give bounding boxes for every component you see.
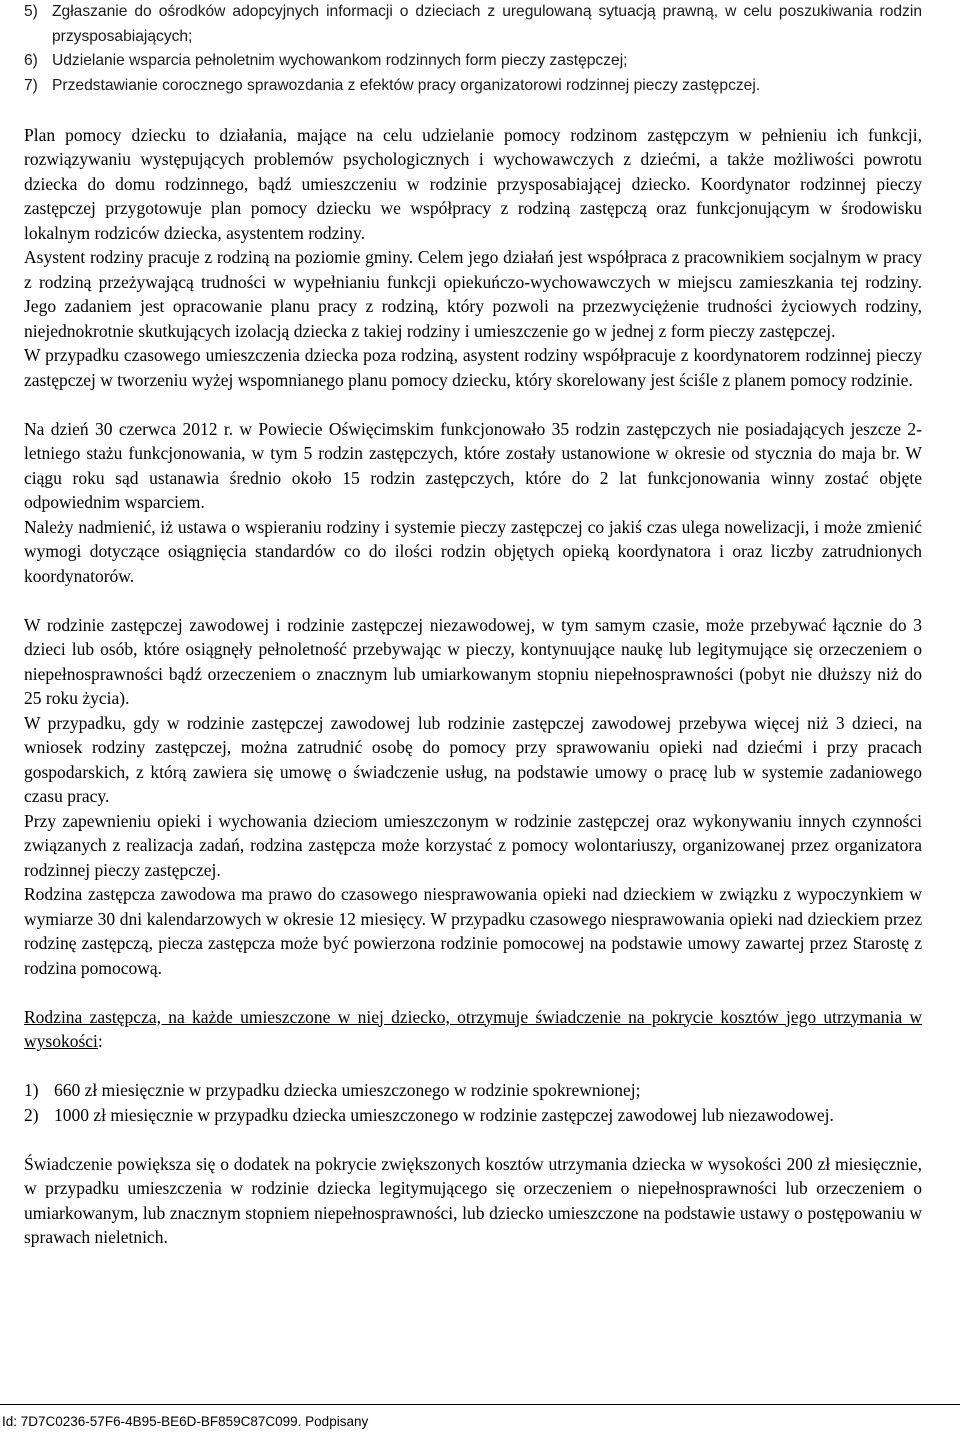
paragraph-wolontariusze: Przy zapewnieniu opieki i wychowania dzieciom umieszczonym w rodzinie zastępczej oraz wykonywaniu innych czynności związanych z realizacja zadań, rodzina zastępcza może korzystać z pomocy wolontariuszy, organizowanej przez organizatora rodzinnej pieczy zastępczej. — [24, 810, 922, 880]
list-item — [24, 1078, 922, 1103]
document-page — [24, 0, 922, 1250]
paragraph-plan-pomocy: Plan pomocy dziecku to działania, mające na celu udzielanie pomocy rodzinom zastępczym w pełnieniu ich funkcji, rozwiązywaniu występujących problemów psychologicznych i wychowawczych z dziećmi, a także możliwości powrotu dziecka do domu rodzinnego, bądź umieszczeniu w rodzinie przysposabiającej dziecko. Koordynator rodzinnej pieczy zastępczej przygotowuje plan pomocy dziecku we współpracy z rodziną zastępczą oraz funkcjonującym w środowisku lokalnym rodziców dziecka, asystentem rodziny. — [24, 124, 922, 243]
paragraph-dodatek: Świadczenie powiększa się o dodatek na pokrycie zwiększonych kosztów utrzymania dziecka w wysokości 200 zł miesięcznie, w przypadku umieszczenia w rodzinie dziecka legitymującego się orzeczeniem o niepełnosprawności lub orzeczeniem o umiarkowanym, lub znacznym stopniem niepełnosprawności, lub dziecko umieszczone na podstawie ustawy o postępowaniu w sprawach nieletnich. — [24, 1153, 922, 1247]
paragraph-asystent-rodziny: Asystent rodziny pracuje z rodziną na poziomie gminy. Celem jego działań jest współpraca z pracownikiem socjalnym w pracy z rodziną przeżywającą trudności w wypełnianiu funkcji opiekuńczo-wychowawczych w miejscu zamieszkania tej rodziny. Jego zadaniem jest opracowanie planu pracy z rodziną, który pozwoli na przezwyciężenie trudności życiowych rodziny, niejednokrotnie skutkujących izolacją dziecka z takiej rodziny i umieszczenie go w jednej z form pieczy zastępczej. — [24, 247, 922, 341]
list-item-text: Zgłaszanie do ośrodków adopcyjnych informacji o dzieciach z uregulowaną sytuacją prawną, w celu poszukiwania rodzin przysposabiających; — [52, 3, 922, 45]
list-item-text: Udzielanie wsparcia pełnoletnim wychowankom rodzinnych form pieczy zastępczej; — [52, 52, 628, 69]
list-item-number: 2) — [24, 1104, 39, 1125]
list-item — [24, 49, 922, 74]
list-item-text: Przedstawianie corocznego sprawozdania z efektów pracy organizatorowi rodzinnej pieczy zastępczej. — [52, 76, 761, 94]
list-item — [24, 74, 922, 99]
paragraph-nowelizacja: Należy nadmienić, iż ustawa o wspieraniu rodziny i systemie pieczy zastępczej co jakiś czas ulega nowelizacji, i może zmienić wymogi dotyczące osiągnięcia standardów co do ilości rodzin objętych opieką koordynatora i oraz liczby zatrudnionych koordynatorów. — [24, 516, 922, 586]
paragraph-liczba-dzieci: W rodzinie zastępczej zawodowej i rodzinie zastępczej niezawodowej, w tym samym czasie, może przebywać łącznie do 3 dzieci lub osób, które osiągnęły pełnoletność przebywając w pieczy, kontynuujące naukę lub legitymujące się orzeczeniem o niepełnosprawności bądź orzeczeniem o znacznym lub umiarkowanym stopniu niepełnosprawności (pobyt nie dłuższy niż do 25 roku życia). — [24, 614, 922, 708]
document-id-footer: Id: 7D7C0236-57F6-4B95-BE6D-BF859C87C099. Podpisany — [2, 1414, 369, 1429]
task-list — [24, 0, 922, 98]
list-item-number: 5) — [24, 3, 38, 20]
paragraph-stan-rodzin: Na dzień 30 czerwca 2012 r. w Powiecie Oświęcimskim funkcjonowało 35 rodzin zastępczych nie posiadających jeszcze 2-letniego stażu funkcjonowania, w tym 5 rodzin zastępczych, które zostały ustanowione w okresie od stycznia do maja br. W ciągu roku sąd ustanawia średnio około 15 rodzin zastępczych, które do 2 lat funkcjonowania winny zostać objęte odpowiednim wsparciem. — [24, 418, 922, 512]
list-item-number: 6) — [24, 52, 38, 69]
list-item-number: 7) — [24, 76, 38, 94]
paragraph-osoba-do-pomocy: W przypadku, gdy w rodzinie zastępczej zawodowej lub rodzinie zastępczej zawodowej przebywa więcej niż 3 dzieci, na wniosek rodziny zastępczej, można zatrudnić osobę do pomocy przy sprawowaniu opieki nad dziećmi i przy pracach gospodarskich, z którą zawiera się umowę o świadczenie usług, na podstawie umowy o pracę lub w systemie zadaniowego czasu pracy. — [24, 712, 922, 806]
list-item — [24, 1103, 922, 1128]
footer-divider — [0, 1404, 960, 1405]
paragraph-swiadczenie-heading — [24, 1005, 922, 1054]
benefit-list — [24, 1078, 922, 1127]
paragraph-czasowe-umieszczenie: W przypadku czasowego umieszczenia dziecka poza rodziną, asystent rodziny współpracuje z koordynatorem rodzinnej pieczy zastępczej w tworzeniu wyżej wspomnianego planu pomocy dziecku, który skorelowany jest ściśle z planem pomocy rodzinie. — [24, 345, 922, 390]
list-item-text: 1000 zł miesięcznie w przypadku dziecka umieszczonego w rodzinie zastępczej zawodowej lub niezawodowej. — [54, 1104, 834, 1125]
list-item-text: 660 zł miesięcznie w przypadku dziecka umieszczonego w rodzinie spokrewnionej; — [54, 1080, 641, 1100]
spacer — [24, 588, 922, 613]
list-item-number: 1) — [24, 1080, 39, 1100]
paragraph-rodzina-pomocowa: Rodzina zastępcza zawodowa ma prawo do czasowego niesprawowania opieki nad dzieckiem w związku z wypoczynkiem w wymiarze 30 dni kalendarzowych w okresie 12 miesięcy. W przypadku czasowego niesprawowania opieki nad dzieckiem przez rodzinę zastępczą, piecza zastępcza może być powierzona rodzinie pomocowej na podstawie umowy zawartej przez Starostę z rodzina pomocową. — [24, 884, 922, 978]
spacer — [24, 980, 922, 1005]
spacer — [24, 392, 922, 417]
spacer — [24, 1127, 922, 1152]
underlined-text: Rodzina zastępcza, na każde umieszczone w niej dziecko, otrzymuje świadczenie na pokrycie kosztów jego utrzymania w wysokości — [24, 1006, 922, 1051]
colon-text: : — [97, 1031, 103, 1051]
spacer — [24, 98, 922, 123]
list-item — [24, 0, 922, 49]
spacer — [24, 1054, 922, 1079]
